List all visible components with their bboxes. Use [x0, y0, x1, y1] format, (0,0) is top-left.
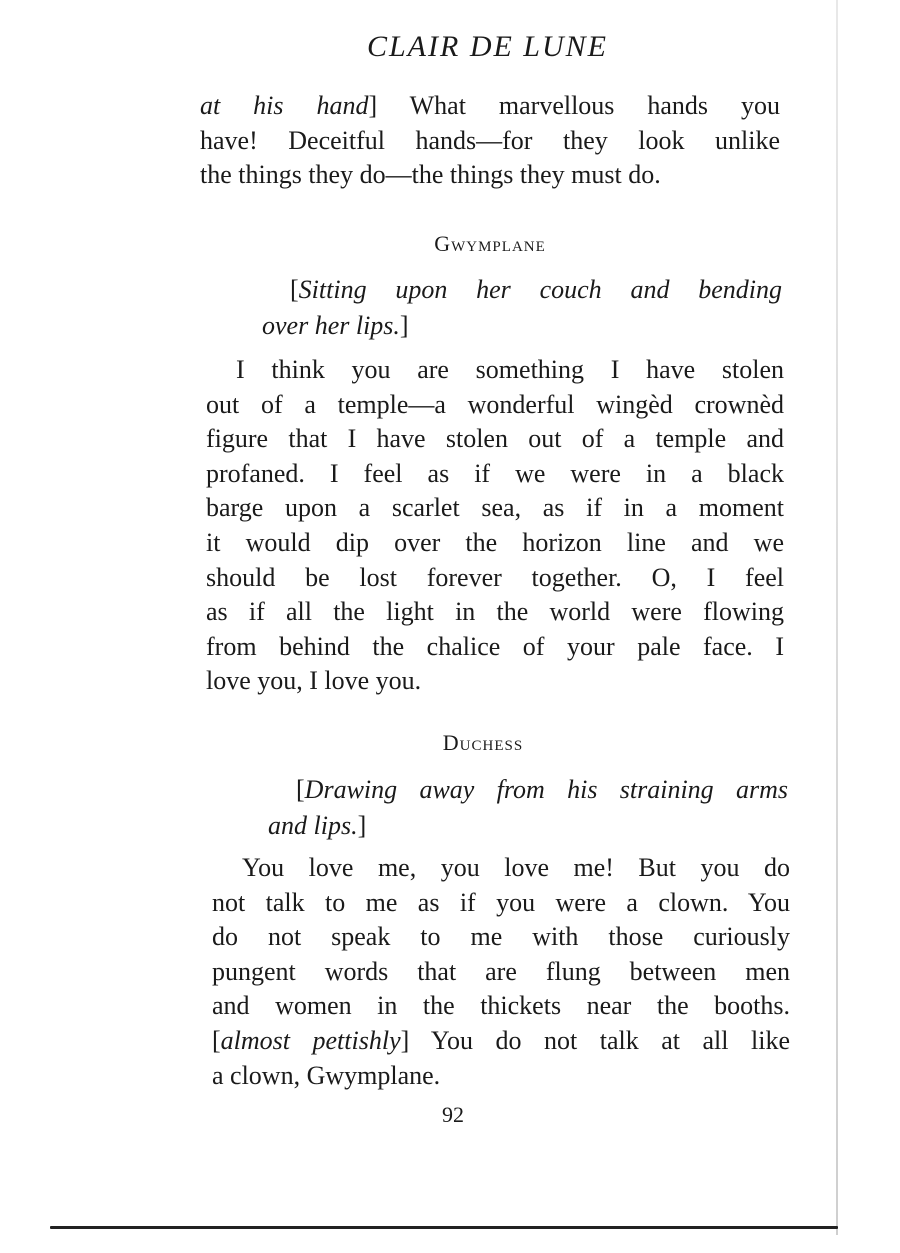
- bracket: [: [296, 775, 305, 804]
- bracket: [: [290, 275, 299, 304]
- stage-direction-line: [268, 808, 788, 844]
- bracket: ]: [399, 311, 409, 340]
- passage-1: [200, 89, 780, 193]
- passage-2-line: out of a temple—a wonderful wingèd crownèd: [206, 389, 784, 419]
- passage-2: [206, 353, 784, 699]
- speaker-name: Gwymplane: [434, 231, 546, 256]
- passage-2-line: love you, I love you.: [206, 666, 422, 696]
- passage-2-line: figure that I have stolen out of a temple and: [206, 424, 784, 454]
- page-number: 92: [442, 1102, 464, 1127]
- stage-direction: [262, 272, 782, 344]
- passage-2-line: profaned. I feel as if we were in a black: [206, 458, 784, 488]
- text-span: Drawing away from his straining arms: [304, 775, 788, 804]
- bracket: [: [212, 1025, 221, 1055]
- passage-3: [212, 851, 790, 1093]
- passage-3-line: pungent words that are flung between men: [212, 956, 790, 986]
- stage-direction: [268, 772, 788, 844]
- passage-2-line: it would dip over the horizon line and we: [206, 527, 784, 557]
- text-span: over her lips.: [262, 311, 400, 340]
- page-edge-right: [836, 0, 838, 1235]
- stage-direction-inline: almost pettishly: [220, 1025, 401, 1055]
- passage-3-line: [212, 1024, 790, 1059]
- stage-direction-inline: at his hand: [200, 91, 369, 120]
- stage-direction-line: [268, 772, 788, 808]
- bracket: ]: [357, 811, 367, 840]
- speaker-name: Duchess: [442, 730, 524, 755]
- text-span: What marvellous hands you: [377, 91, 780, 120]
- text-span: Sitting upon her couch and bending: [298, 275, 782, 304]
- stage-direction-line: [262, 308, 782, 344]
- bracket: ]: [368, 91, 378, 120]
- passage-3-line: do not speak to me with those curiously: [212, 922, 790, 952]
- passage-1-line: [200, 89, 780, 124]
- passage-2-line: I think you are something I have stolen: [236, 355, 784, 384]
- passage-2-line: as if all the light in the world were flowing: [206, 597, 784, 627]
- text-span: and lips.: [268, 811, 358, 840]
- running-header: CLAIR DE LUNE: [366, 30, 608, 63]
- passage-2-line: from behind the chalice of your pale face. I: [206, 631, 784, 661]
- passage-3-line: not talk to me as if you were a clown. You: [212, 887, 790, 917]
- passage-2-line: barge upon a scarlet sea, as if in a moment: [206, 493, 784, 523]
- passage-1-line: have! Deceitful hands—for they look unlike: [200, 125, 780, 155]
- page-edge-bottom: [50, 1226, 838, 1229]
- passage-2-line: should be lost forever together. O, I feel: [206, 562, 784, 592]
- text-span: You do not talk at all like: [409, 1025, 790, 1055]
- passage-1-line: the things they do—the things they must do.: [200, 160, 661, 190]
- stage-direction-line: [262, 272, 782, 308]
- bracket: ]: [400, 1025, 410, 1055]
- passage-3-line: and women in the thickets near the booths.: [212, 991, 790, 1021]
- passage-3-line: You love me, you love me! But you do: [242, 853, 790, 882]
- passage-3-line: a clown, Gwymplane.: [212, 1060, 441, 1090]
